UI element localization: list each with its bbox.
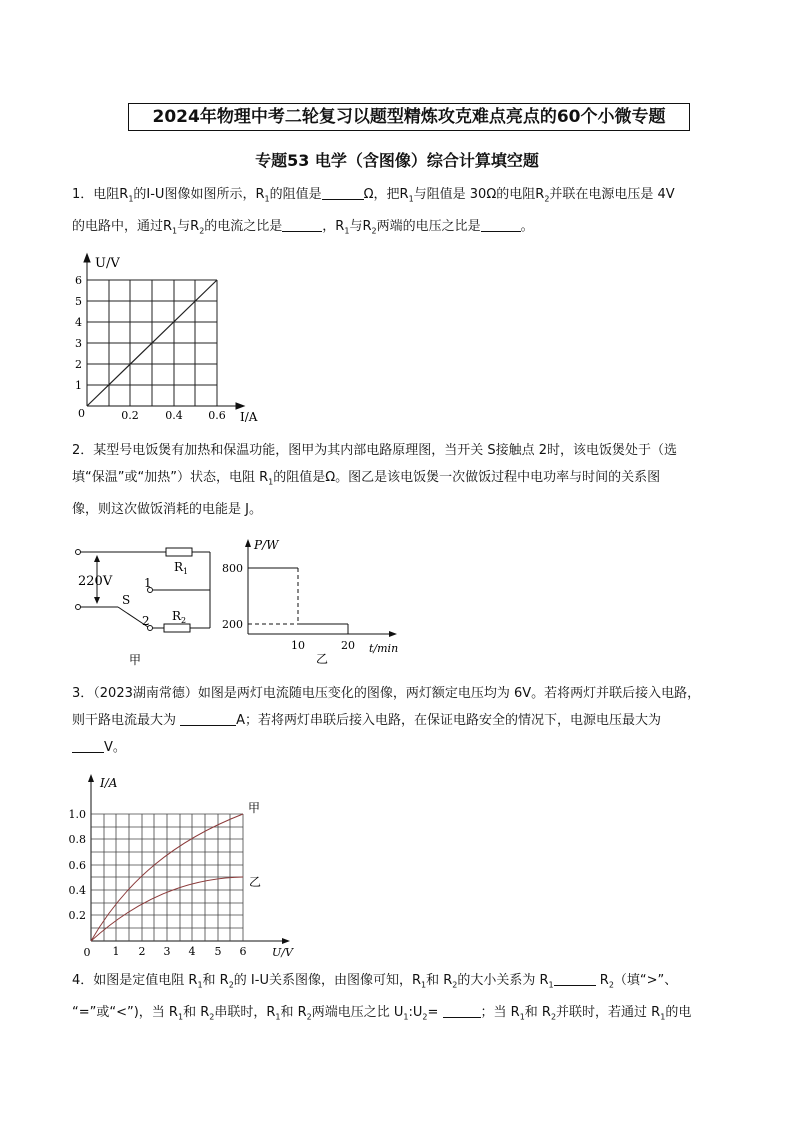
x-tick-label: 0.4 — [165, 409, 183, 422]
y-tick-label: 6 — [75, 274, 82, 287]
q2-power-graph — [222, 536, 405, 666]
question-1 — [72, 181, 724, 244]
origin-label: 0 — [83, 946, 91, 959]
q3-iu-graph — [66, 770, 296, 960]
y-tick-label: 1 — [75, 379, 82, 392]
r1-label: R — [174, 560, 184, 574]
document-title: 2024年物理中考二轮复习以题型精炼攻克难点亮点的60个小微专题 — [128, 103, 690, 131]
x-axis-arrow-icon — [282, 938, 290, 944]
x-tick-label: 6 — [239, 945, 247, 958]
y-tick-label: 0.4 — [68, 884, 86, 897]
svg-text:R2: $R_2$ — [172, 609, 187, 625]
resistor-r1 — [166, 548, 192, 556]
answer-blank[interactable] — [481, 217, 521, 232]
answer-blank[interactable] — [72, 738, 104, 753]
origin-label: 0 — [78, 407, 85, 420]
question-1-line-2: 的电路中，通过$R_1$与$R_2$的电流之比是 ，$R_1$与$R_2$两端的电压之比是 。 — [72, 218, 534, 236]
y-tick-label: 0.6 — [68, 859, 86, 872]
contact-1-label: 1 — [144, 576, 152, 590]
x-axis-label: U/V — [272, 946, 293, 959]
y-axis-label: U/V — [95, 256, 120, 271]
answer-blank[interactable] — [554, 971, 596, 986]
document-subtitle: 专题53 电学（含图像）综合计算填空题 — [255, 151, 539, 170]
x-tick-label: 4 — [188, 945, 196, 958]
r2-label: R — [172, 609, 182, 623]
curve-label-yi: 乙 — [249, 875, 262, 889]
voltage-label: 220V — [78, 574, 113, 589]
x-tick-label: 3 — [163, 945, 171, 958]
question-1-line-1: 1．电阻$R_1$的I-U图像如图所示，$R_1$的阻值是 Ω，把$R_1$与阻值是 30Ω的电阻$R_2$并联在电源电压是 4V — [72, 187, 675, 204]
x-tick-label: 1 — [112, 945, 120, 958]
question-3: 3．（2023湖南常德）如图是两灯电流随电压变化的图像，两灯额定电压均为 6V。若将两灯并联后接入电路， 则干路电流最大为 A；若将两灯串联后接入电路，在保证电路安全的情况下，电源电压最大为 V。 — [72, 686, 701, 755]
answer-blank[interactable] — [282, 217, 322, 232]
x-tick-label: 2 — [138, 945, 146, 958]
terminal-bottom — [76, 605, 81, 610]
x-axis-arrow-icon — [389, 631, 397, 637]
y-axis-label: P/W — [254, 538, 279, 552]
y-tick-label: 2 — [75, 358, 82, 371]
arrow-down-icon — [94, 597, 100, 604]
figure-caption-b: 乙 — [316, 652, 329, 666]
y-tick-label: 200 — [222, 618, 243, 631]
y-axis-arrow-icon — [88, 774, 94, 782]
terminal-top — [76, 550, 81, 555]
x-axis-label: I/A — [240, 410, 258, 424]
answer-blank[interactable] — [180, 711, 236, 726]
y-tick-label: 0.2 — [68, 909, 86, 922]
curve-label-jia: 甲 — [248, 801, 261, 815]
q1-ui-graph — [70, 250, 270, 425]
resistor-r2 — [164, 624, 190, 632]
x-tick-label: 10 — [291, 639, 305, 652]
svg-text:R1: $R_1$ — [174, 560, 189, 576]
y-tick-label: 1.0 — [68, 808, 86, 821]
x-axis-arrow-icon — [236, 403, 244, 409]
answer-blank[interactable] — [322, 185, 364, 200]
y-tick-label: 800 — [222, 562, 243, 575]
y-tick-label: 5 — [75, 295, 82, 308]
x-tick-label: 0.2 — [121, 409, 139, 422]
question-4: 4．如图是定值电阻 $R_1$和 $R_2$的 I-U关系图像，由图像可知，$R_1$和 $R_2$的大小关系为 $R_1$ $R_2$（填“>”、 “=”或“<”)，当 $R_1$和 $R_2$串联时，$R_1$和 $R_2$两端电压之比 $U_1:U_2=$ ；当 $R_1$和 $R_2$并联时，若通过 $R_1$的电 — [72, 973, 692, 1022]
y-axis-arrow-icon — [245, 539, 251, 547]
answer-blank[interactable] — [443, 1003, 481, 1018]
figure-caption-a: 甲 — [129, 653, 142, 667]
y-tick-label: 3 — [75, 337, 82, 350]
y-tick-label: 4 — [75, 316, 82, 329]
x-tick-label: 0.6 — [208, 409, 226, 422]
switch-label: S — [122, 593, 131, 607]
x-tick-label: 20 — [341, 639, 355, 652]
question-2: 2．某型号电饭煲有加热和保温功能，图甲为其内部电路原理图，当开关 S接触点 2时，该电饭煲处于（选 填“保温”或“加热”）状态，电阻 $R_1$的阻值是Ω。图乙是该电饭煲一次做饭过程中电功率与时间的关系图 像，则这次做饭消耗的电能是 J。 — [72, 443, 678, 517]
y-axis-label: I/A — [100, 776, 118, 790]
x-axis-label: t/min — [369, 642, 399, 655]
contact-2-label: 2 — [142, 614, 150, 628]
y-axis-arrow-icon — [84, 254, 90, 262]
y-tick-label: 0.8 — [68, 833, 86, 846]
arrow-up-icon — [94, 555, 100, 562]
q2-circuit-diagram — [70, 540, 230, 670]
x-tick-label: 5 — [214, 945, 222, 958]
